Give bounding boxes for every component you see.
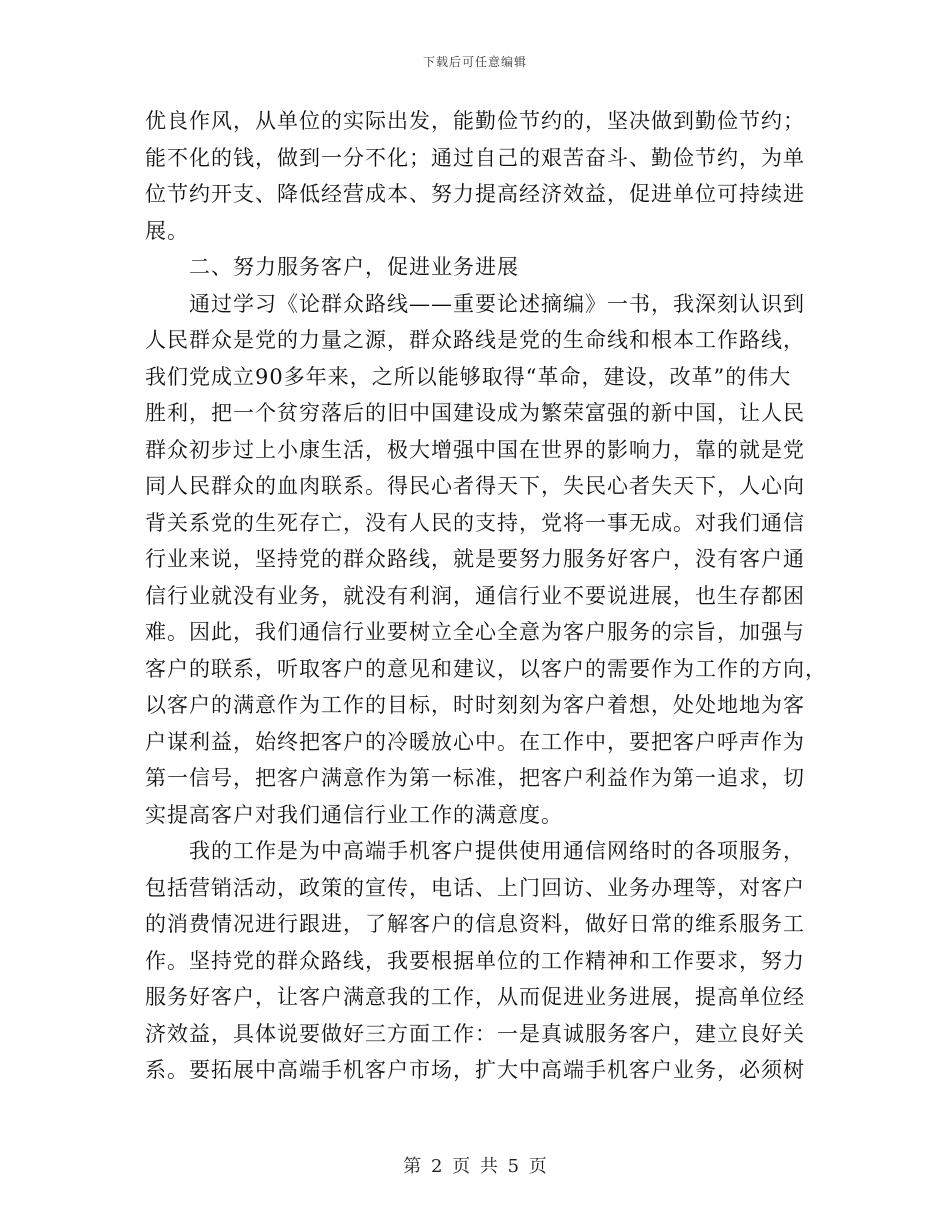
text-line: 实提高客户对我们通信行业工作的满意度。 — [145, 802, 563, 827]
text-line: 包括营销活动，政策的宣传，电话、上门回访、业务办理等，对客户 — [145, 875, 805, 900]
document-body — [145, 103, 827, 1089]
text-line: 通过学习《论群众路线——重要论述摘编》一书，我深刻认识到 — [189, 291, 805, 316]
text-line: 难。因此，我们通信行业要树立全心全意为客户服务的宗旨，加强与 — [145, 620, 805, 644]
text-line: 第一信号，把客户满意作为第一标准，把客户利益作为第一追求，切 — [145, 766, 805, 790]
text-line: 行业来说，坚持党的群众路线，就是要努力服务好客户，没有客户通 — [145, 547, 805, 571]
heading-text: 二、努力服务客户，促进业务进展 — [189, 255, 519, 279]
text-line: 服务好客户，让客户满意我的工作，从而促进业务进展，提高单位经 — [145, 985, 805, 1009]
text-line: 同人民群众的血肉联系。得民心者得天下，失民心者失天下，人心向 — [145, 474, 805, 498]
text-line: 我们党成立90多年来，之所以能够取得“革命，建设，改革”的伟大 — [145, 364, 792, 389]
text-line: 作。坚持党的群众路线，我要根据单位的工作精神和工作要求，努力 — [145, 948, 805, 973]
text-line: 人民群众是党的力量之源，群众路线是党的生命线和根本工作路线， — [145, 328, 805, 352]
text-line: 展。 — [145, 218, 189, 243]
section-heading — [145, 249, 805, 286]
text-line: 我的工作是为中高端手机客户提供使用通信网络时的各项服务， — [189, 839, 805, 863]
text-line: 能不化的钱，做到一分不化；通过自己的艰苦奋斗、勤俭节约，为单 — [145, 145, 805, 170]
text-line: 系。要拓展中高端手机客户市场，扩大中高端手机客户业务，必须树 — [145, 1058, 805, 1082]
text-line: 优良作风，从单位的实际出发，能勤俭节约的，坚决做到勤俭节约； — [145, 109, 805, 133]
text-line: 群众初步过上小康生活，极大增强中国在世界的影响力，靠的就是党 — [145, 437, 805, 462]
page-number: 第 2 页 共 5 页 — [403, 1156, 547, 1177]
text-line: 背关系党的生死存亡，没有人民的支持，党将一事无成。对我们通信 — [145, 510, 805, 535]
text-line: 户谋利益，始终把客户的冷暖放心中。在工作中，要把客户呼声作为 — [145, 729, 805, 754]
page-header: 下载后可任意编辑 — [422, 55, 527, 69]
text-line: 信行业就没有业务，就没有利润，通信行业不要说进展，也生存都困 — [145, 583, 805, 608]
paragraph — [145, 286, 827, 834]
paragraph-continuation — [145, 103, 805, 249]
text-line: 位节约开支、降低经营成本、努力提高经济效益，促进单位可持续进 — [145, 182, 805, 206]
paragraph — [145, 833, 805, 1089]
text-line: 以客户的满意作为工作的目标，时时刻刻为客户着想，处处地地为客 — [145, 693, 805, 717]
text-line: 济效益，具体说要做好三方面工作：一是真诚服务客户，建立良好关 — [145, 1021, 805, 1046]
text-line: 胜利，把一个贫穷落后的旧中国建设成为繁荣富强的新中国，让人民 — [145, 401, 805, 425]
text-line: 的消费情况进行跟进，了解客户的信息资料，做好日常的维系服务工 — [145, 912, 805, 936]
text-line: 客户的联系，听取客户的意见和建议，以客户的需要作为工作的方向， — [145, 656, 827, 681]
